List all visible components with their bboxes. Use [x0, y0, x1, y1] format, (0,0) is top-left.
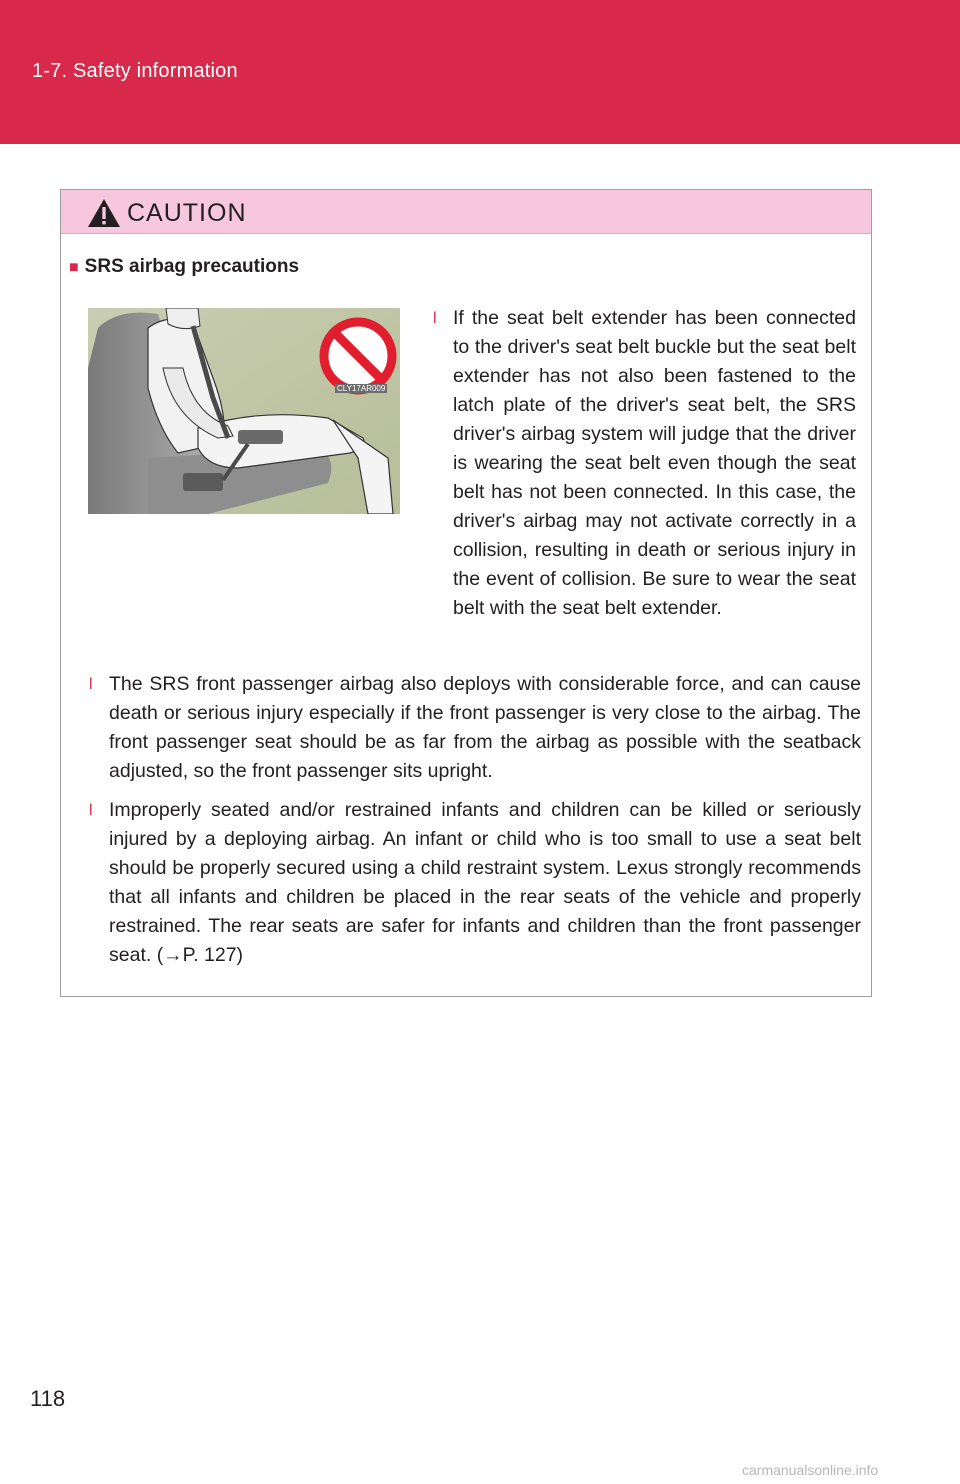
- bullet-marker: l: [89, 676, 93, 693]
- bullet-marker: l: [433, 310, 437, 327]
- seat-belt-extender-illustration: [88, 308, 400, 514]
- caution-label: CAUTION: [127, 199, 247, 227]
- precautions-heading-text: SRS airbag precautions: [84, 256, 300, 277]
- bullet-text: The SRS front passenger airbag also deploys with considerable force, and can cause death or serious injury especially if the front passenger is very close to the airbag. The front passenger seat should be as far from the airbag as possible with the seatback adjusted, so the front passenger sits upright.: [109, 673, 861, 782]
- page-header: [0, 0, 960, 144]
- warning-triangle-icon: [87, 198, 121, 228]
- section-title-header: 1-7. Safety information: [32, 60, 238, 82]
- bullet-front-passenger-airbag: [89, 670, 861, 786]
- caution-header: [61, 190, 871, 234]
- precautions-heading: [69, 256, 299, 278]
- caution-box: [60, 189, 872, 997]
- illustration-code: CLY17AR009: [337, 384, 386, 393]
- bullet-text: If the seat belt extender has been connected to the driver's seat belt buckle but the seat belt extender has not also been fastened to the latch plate of the driver's seat belt, the SRS driver's airbag system will judge that the driver is wearing the seat belt even though the seat belt has not been connected. In this case, the driver's airbag may not activate correctly in a collision, resulting in death or serious injury in the event of collision. Be sure to wear the seat belt with the seat belt extender.: [453, 307, 856, 619]
- bullet-text: Improperly seated and/or restrained infants and children can be killed or seriously injured by a deploying airbag. An infant or child who is too small to use a seat belt should be properly secured using a child restraint system. Lexus strongly recommends that all infants and children be placed in the rear seats of the vehicle and properly restrained. The rear seats are safer for infants and children than the front passenger seat. (→P. 127): [109, 799, 861, 966]
- bullet-seat-belt-extender: [433, 304, 856, 623]
- bullet-marker: l: [89, 802, 93, 819]
- heading-marker: ■: [69, 259, 79, 276]
- watermark-text: carmanualsonline.info: [742, 1462, 879, 1478]
- page-number: 118: [30, 1386, 66, 1411]
- bullet-infants-children: [89, 796, 861, 970]
